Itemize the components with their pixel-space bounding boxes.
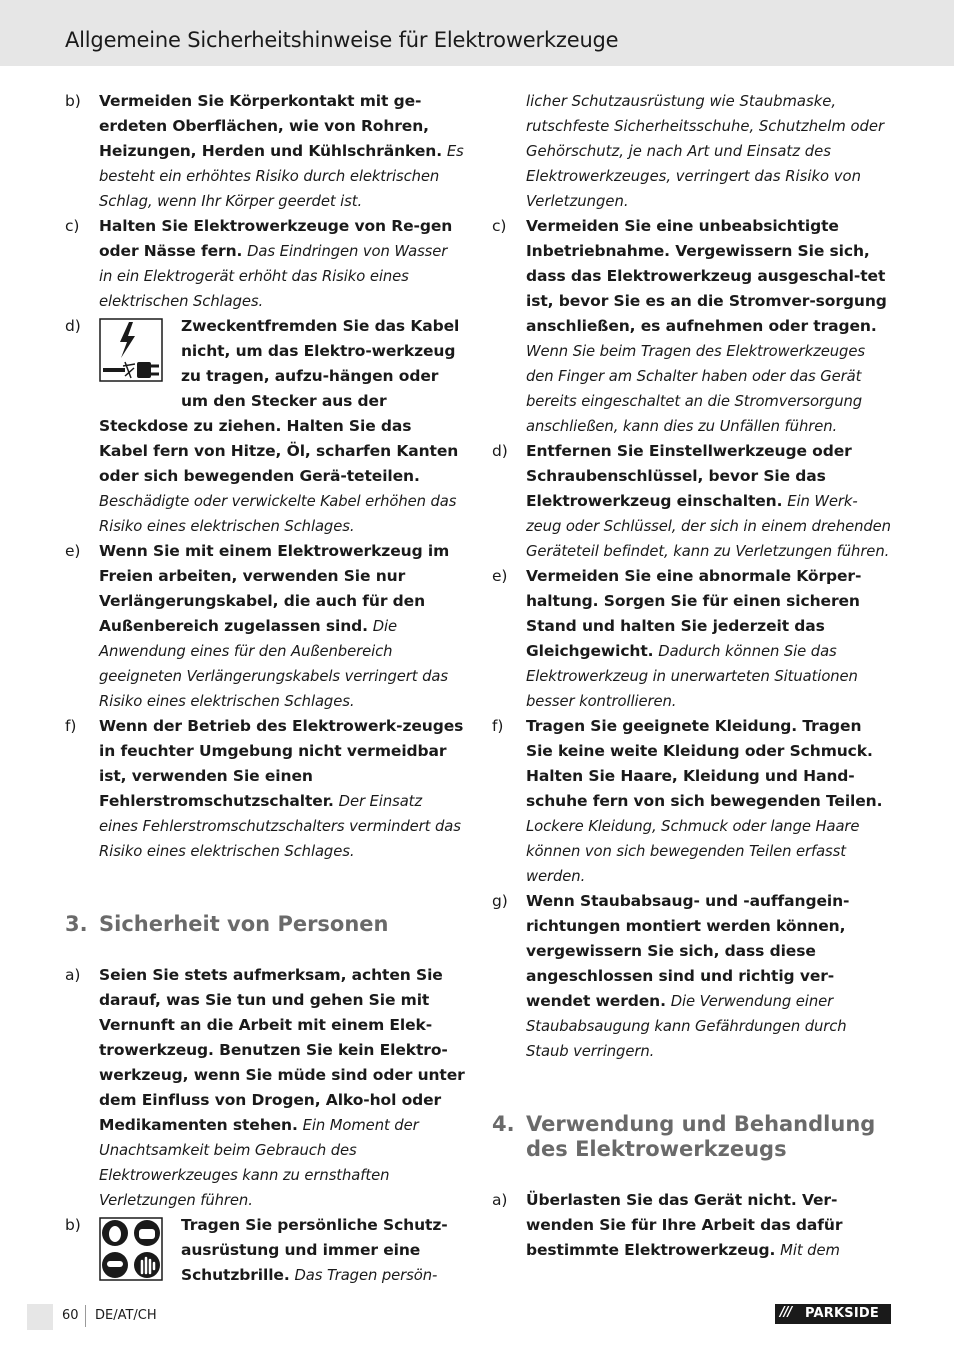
- safety-item-b: [65, 89, 465, 214]
- item-explanation: Beschädigte oder verwickelte Kabel erhöhen das Risiko eines elektrischen Schlages.: [99, 493, 457, 535]
- parkside-logo: [775, 1304, 891, 1324]
- protective-equipment-icon: [99, 1217, 163, 1289]
- item-explanation: Ein Werk-zeug oder Schlüssel, der sich in einem drehenden Geräteteil befindet, kann zu Verletzungen führen.: [526, 493, 891, 560]
- item-marker: c): [65, 217, 80, 235]
- region-code: DE/AT/CH: [95, 1308, 157, 1323]
- safety-item-4a: [492, 1188, 892, 1263]
- item-instruction: Seien Sie stets aufmerksam, achten Sie darauf, was Sie tun und gehen Sie mit Vernunft an die Arbeit mit einem Elek-trowerkzeug. Benutzen Sie kein Elektro-werkzeug, wenn Sie müde sind oder unter dem Einfluss von Drogen, Alko-hol oder Medikamenten stehen.: [99, 966, 465, 1134]
- item-marker: e): [65, 542, 81, 560]
- safety-item-c: [65, 214, 465, 314]
- item-instruction: Vermeiden Sie Körperkontakt mit ge-erdeten Oberflächen, wie von Rohren, Heizungen, Herden und Kühlschränken.: [99, 92, 442, 160]
- item-instruction: Tragen Sie geeignete Kleidung. Tragen Sie keine weite Kleidung oder Schmuck. Halten Sie Haare, Kleidung und Hand-schuhe fern von sich bewegenden Teilen.: [526, 717, 883, 810]
- item-explanation: Die Verwendung einer Staubabsaugung kann Gefährdungen durch Staub verringern.: [526, 993, 847, 1060]
- section-title: Sicherheit von Personen: [99, 912, 389, 936]
- item-explanation: Die Anwendung eines für den Außenbereich geeigneten Verlängerungskabels verringert das Risiko eines elektrischen Schlages.: [99, 618, 448, 710]
- safety-item-3b: [65, 1213, 465, 1288]
- logo-slashes: ///: [780, 1305, 792, 1320]
- item-instruction: Tragen Sie persönliche Schutz-ausrüstung und immer eine Schutzbrille.: [181, 1216, 448, 1284]
- page-title: Allgemeine Sicherheitshinweise für Elektrowerkzeuge: [65, 28, 619, 52]
- item-explanation: Der Einsatz eines Fehlerstromschutzschalters vermindert das Risiko eines elektrischen Schlages.: [99, 793, 461, 860]
- safety-item-3e: [492, 564, 892, 714]
- item-marker: d): [492, 442, 508, 460]
- item-instruction: Wenn Sie mit einem Elektrowerkzeug im Freien arbeiten, verwenden Sie nur Verlängerungskabel, die auch für den Außenbereich zugelassen sind.: [99, 542, 450, 635]
- safety-item-3g: [492, 889, 892, 1064]
- footer-tab: [27, 1304, 53, 1330]
- item-explanation: Es besteht ein erhöhtes Risiko durch elektrischen Schlag, wenn Ihr Körper geerdet ist.: [99, 143, 464, 210]
- item-marker: a): [65, 966, 81, 984]
- safety-item-d: [65, 314, 465, 539]
- item-explanation: Wenn Sie beim Tragen des Elektrowerkzeuges den Finger am Schalter haben oder das Gerät bereits eingeschaltet an die Stromversorgung anschließen, kann dies zu Unfällen führen.: [526, 343, 865, 435]
- item-marker: c): [492, 217, 507, 235]
- item-instruction: Wenn Staubabsaug- und -auffangein-richtungen montiert werden können, vergewissern Sie sich, dass diese angeschlossen sind und richtig ver-wendet werden.: [526, 892, 850, 1010]
- item-explanation: Ein Moment der Unachtsamkeit beim Gebrauch des Elektrowerkzeuges kann zu ernsthaften Verletzungen führen.: [99, 1117, 419, 1209]
- footer-divider: [85, 1305, 86, 1327]
- item-marker: a): [492, 1191, 508, 1209]
- item-explanation: Dadurch können Sie das Elektrowerkzeug in unerwarteten Situationen besser kontrollieren.: [526, 643, 858, 710]
- section-number: 3.: [65, 912, 88, 936]
- item-marker: g): [492, 892, 508, 910]
- section-3-heading: [65, 912, 465, 937]
- item-instruction: Zweckentfremden Sie das Kabel nicht, um das Elektro-werkzeug zu tragen, aufzu-hängen oder um den Stecker aus der Steckdose zu ziehen. Halten Sie das Kabel fern von Hitze, Öl, scharfen Kanten oder sich bewegenden Gerä-teteilen.: [99, 317, 460, 485]
- item-3b-continuation: licher Schutzausrüstung wie Staubmaske, rutschfeste Sicherheitsschuhe, Schutzhelm oder Gehörschutz, je nach Art und Einsatz des Elektrowerkzeuges, verringert das Risiko von Verletzungen.: [526, 93, 885, 210]
- header-bar: [0, 0, 954, 66]
- item-marker: f): [492, 717, 504, 735]
- section-number: 4.: [492, 1112, 515, 1136]
- safety-item-3a: [65, 963, 465, 1213]
- item-marker: d): [65, 317, 81, 335]
- item-instruction: Entfernen Sie Einstellwerkzeuge oder Schraubenschlüssel, bevor Sie das Elektrowerkzeug einschalten.: [526, 442, 852, 510]
- section-4-heading: [492, 1112, 892, 1162]
- item-marker: b): [65, 92, 81, 110]
- safety-item-e: [65, 539, 465, 714]
- item-instruction: Halten Sie Elektrowerkzeuge von Re-gen oder Nässe fern.: [99, 217, 453, 260]
- item-instruction: Vermeiden Sie eine abnormale Körper-haltung. Sorgen Sie für einen sicheren Stand und halten Sie jederzeit das Gleichgewicht.: [526, 567, 862, 660]
- safety-item-3c: [492, 214, 892, 439]
- safety-item-3d: [492, 439, 892, 564]
- item-explanation: Lockere Kleidung, Schmuck oder lange Haare können von sich bewegenden Teilen erfasst werden.: [526, 818, 860, 885]
- item-instruction: Wenn der Betrieb des Elektrowerk-zeuges in feuchter Umgebung nicht vermeidbar ist, verwenden Sie einen Fehlerstromschutzschalter.: [99, 717, 464, 810]
- item-explanation: Das Eindringen von Wasser in ein Elektrogerät erhöht das Risiko eines elektrischen Schlages.: [99, 243, 448, 310]
- safety-item-3f: [492, 714, 892, 889]
- item-marker: b): [65, 1216, 81, 1234]
- right-column: [492, 89, 892, 1263]
- item-explanation: Mit dem: [780, 1242, 840, 1259]
- item-instruction: Überlasten Sie das Gerät nicht. Ver-wenden Sie für Ihre Arbeit das dafür bestimmte Elektrowerkzeug.: [526, 1191, 843, 1259]
- item-explanation: Das Tragen persön-: [294, 1267, 438, 1284]
- item-marker: f): [65, 717, 77, 735]
- section-title: Verwendung und Behandlung des Elektrowerkzeugs: [526, 1112, 876, 1161]
- page-number: 60: [62, 1308, 79, 1323]
- item-marker: e): [492, 567, 508, 585]
- cable-plug-warning-icon: [99, 318, 163, 390]
- logo-text: PARKSIDE: [805, 1306, 879, 1321]
- item-instruction: Vermeiden Sie eine unbeabsichtigte Inbetriebnahme. Vergewissern Sie sich, dass das Elektrowerkzeug ausgeschal-tet ist, bevor Sie es an die Stromver-sorgung anschließen, es aufnehmen oder tragen.: [526, 217, 887, 335]
- safety-item-f: [65, 714, 465, 864]
- left-column: [65, 89, 465, 1291]
